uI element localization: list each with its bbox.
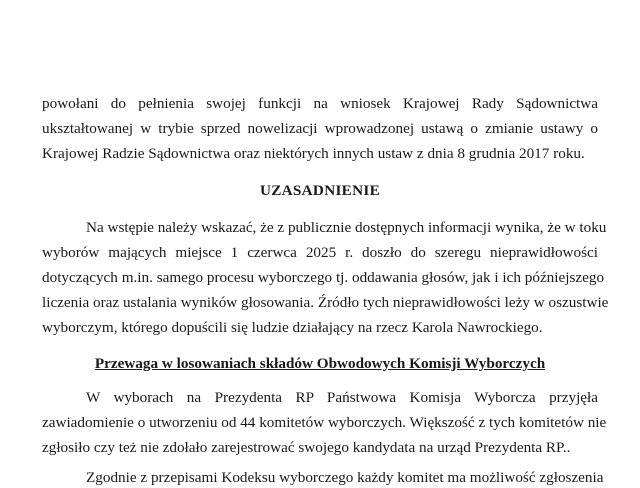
para2-line-1: W wyborach na Prezydenta RP Państwowa Komisja Wyborcza przyjęła: [86, 389, 598, 406]
para1-line-1: Na wstępie należy wskazać, że z publicznie dostępnych informacji wynika, że w toku: [86, 219, 607, 236]
para1-line-3: dotyczących m.in. samego procesu wyborczego tj. oddawania głosów, jak i ich późniejszego: [42, 269, 605, 286]
intro-line-3: Krajowej Radzie Sądownictwa oraz niektórych innych ustaw z dnia 8 grudnia 2017 roku.: [42, 145, 585, 162]
intro-line-2: ukształtowanej w trybie sprzed nowelizacji wprowadzonej ustawą o zmianie ustawy o: [42, 120, 598, 137]
para1-line-2: wyborów mających miejsce 1 czerwca 2025 r. doszło do szeregu nieprawidłowości: [42, 244, 598, 261]
para3-line-1: Zgodnie z przepisami Kodeksu wyborczego każdy komitet ma możliwość zgłoszenia: [86, 469, 604, 486]
document-page: [42, 0, 609, 486]
section-heading: UZASADNIENIE: [259, 182, 381, 199]
para1-line-4: liczenia oraz ustalania wyników głosowania. Źródło tych nieprawidłowości leży w oszustwie: [42, 294, 609, 311]
para1-line-5: wyborczym, którego dopuścili się ludzie działający na rzecz Karola Nawrockiego.: [42, 319, 543, 336]
subsection-heading: Przewaga w losowaniach składów Obwodowych Komisji Wyborczych: [94, 355, 546, 372]
para2-line-3: zgłosiło czy też nie zdołało zarejestrować swojego kandydata na urząd Prezydenta RP..: [42, 439, 571, 456]
intro-line-1: powołani do pełnienia swojej funkcji na wniosek Krajowej Rady Sądownictwa: [42, 95, 598, 112]
para2-line-2: zawiadomienie o utworzeniu od 44 komitetów wyborczych. Większość z tych komitetów nie: [42, 414, 607, 431]
